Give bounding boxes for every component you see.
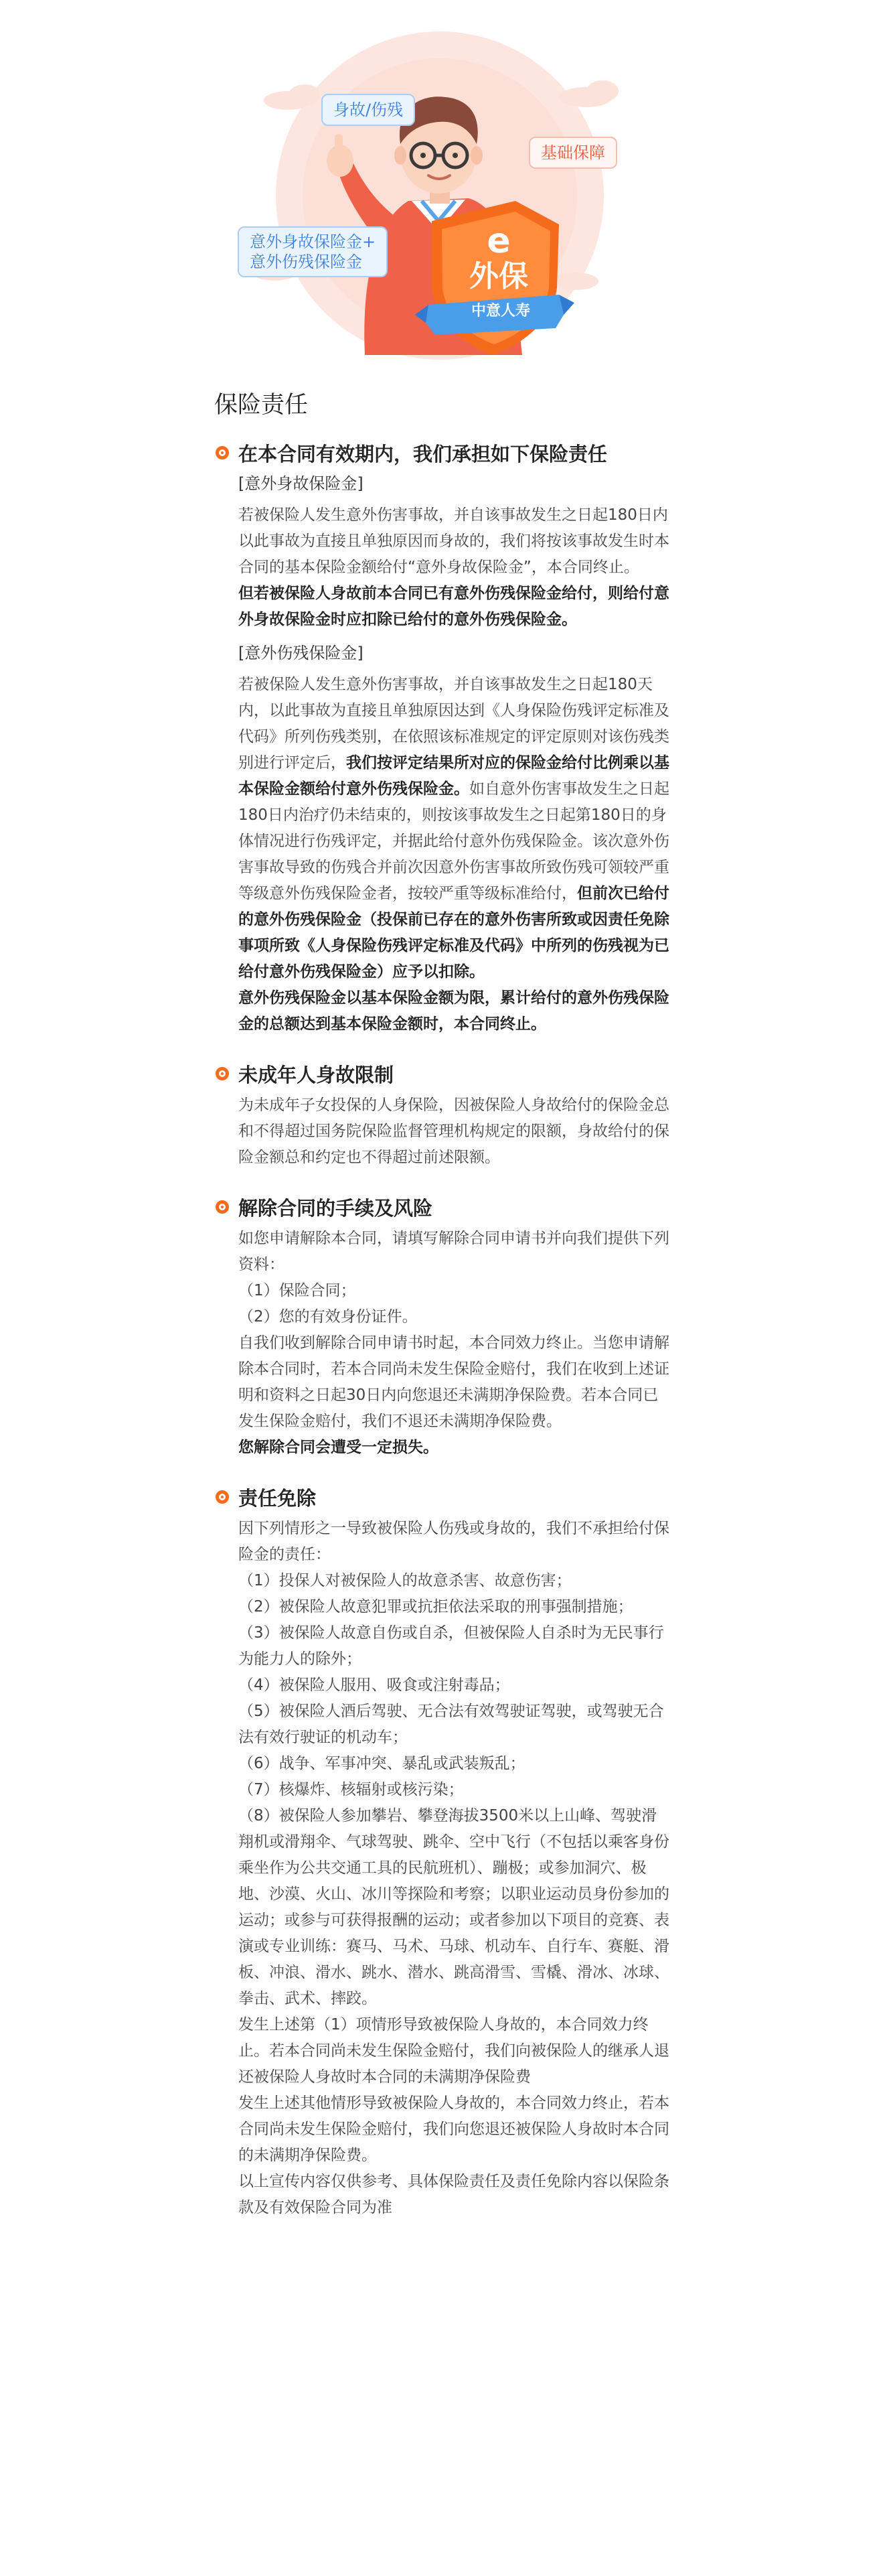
section-title: 责任免除 — [238, 1486, 317, 1510]
list-item: （4）被保险人服用、吸食或注射毒品； — [238, 1676, 510, 1694]
list-item: （1）投保人对被保险人的故意杀害、故意伤害； — [238, 1572, 572, 1589]
list-item: （1）保险合同； — [238, 1282, 356, 1299]
list-item: （5）被保险人酒后驾驶、无合法有效驾驶证驾驶，或驾驶无合法有效行驶证的机动车； — [238, 1703, 664, 1746]
section-body — [214, 472, 669, 1037]
tag-basic-coverage: 基础保障 — [529, 137, 617, 169]
bullet-icon — [216, 1490, 229, 1504]
paragraph: 若被保险人发生意外伤害事故，并自该事故发生之日起180日内以此事故为直接且单独原因而身故的，我们将按该事故发生时本合同的基本保险金额给付“意外身故保险金”，本合同终止。 — [238, 506, 669, 576]
tag-products-line1: 意外身故保险金+ — [250, 232, 376, 251]
section-minor-limit — [214, 1060, 669, 1171]
list-item: （2）您的有效身份证件。 — [238, 1308, 418, 1326]
paragraph: 如您申请解除本合同，请填写解除合同申请书并向我们提供下列资料： — [238, 1230, 669, 1273]
section-body — [214, 1092, 669, 1171]
section-title: 在本合同有效期内，我们承担如下保险责任 — [238, 442, 608, 466]
paragraph: 发生上述其他情形导致被保险人身故的，本合同效力终止，若本合同尚未发生保险金赔付，我们向您退还被保险人身故时本合同的未满期净保险费。 — [238, 2094, 669, 2164]
bullet-icon — [216, 446, 229, 459]
list-item: （6）战争、军事冲突、暴乱或武装叛乱； — [238, 1755, 525, 1772]
hero-illustration — [0, 0, 893, 388]
subsection-title: [意外身故保险金] — [238, 474, 363, 493]
section-title: 解除合同的手续及风险 — [238, 1196, 433, 1220]
paragraph-bold: 但若被保险人身故前本合同已有意外伤残保险金给付，则给付意外身故保险金时应扣除已给付的意外伤残保险金。 — [238, 585, 669, 628]
text-span-bold: 我们按评定结果所对应的保险金给付比例乘以基本保险金额给付意外伤残保险金。 — [238, 754, 669, 798]
disclaimer: 以上宣传内容仅供参考、具体保险责任及责任免除内容以保险条款及有效保险合同为准 — [238, 2173, 669, 2216]
shield-word: 外保 — [469, 259, 528, 293]
bullet-icon — [216, 1200, 229, 1214]
paragraph: 因下列情形之一导致被保险人伤残或身故的，我们不承担给付保险金的责任： — [238, 1520, 669, 1563]
coverage-content — [214, 388, 669, 2221]
paragraph — [238, 672, 669, 985]
section-header — [214, 439, 669, 466]
text-span-bold: 但前次已给付的意外伤残保险金（投保前已存在的意外伤害所致或因责任免除事项所致《人身保险伤残评定标准及代码》中所列的伤残视为已给付意外伤残保险金）应予以扣除。 — [238, 885, 669, 981]
hero-artwork — [0, 0, 893, 388]
tag-death-disability: 身故/伤残 — [321, 94, 415, 126]
page-title: 保险责任 — [214, 392, 309, 419]
paragraph: 发生上述第（1）项情形导致被保险人身故的，本合同效力终止。若本合同尚未发生保险金赔付，我们向被保险人的继承人退还被保险人身故时本合同的未满期净保险费 — [238, 2016, 669, 2086]
section-body — [214, 1226, 669, 1461]
text-span: 若被保险人发生意外伤害事故，并自该事故发生之日起180天内，以此事故为直接且单独原因达到《人身保险伤残评定标准及代码》所列伤残类别，在依照该标准规定的评定原则对该伤残类别进行评定后， — [238, 676, 669, 772]
section-exclusions — [214, 1484, 669, 2221]
section-body — [214, 1516, 669, 2221]
section-header — [214, 1060, 669, 1087]
list-item: （8）被保险人参加攀岩、攀登海拔3500米以上山峰、驾驶滑翔机或滑翔伞、气球驾驶、跳伞、空中飞行（不包括以乘客身份乘坐作为公共交通工具的民航班机）、蹦极；或参加洞穴、极地、沙漠、火山、冰川等探险和考察；以职业运动员身份参加的运动；或参与可获得报酬的运动；或者参加以下项目的竞赛、表演或专业训练：赛马、马术、马球、机动车、自行车、赛艇、滑板、冲浪、滑水、跳水、潜水、跳高滑雪、雪橇、滑冰、冰球、拳击、武术、摔跤。 — [238, 1807, 669, 2007]
paragraph: 自我们收到解除合同申请书时起，本合同效力终止。当您申请解除本合同时，若本合同尚未发生保险金赔付，我们在收到上述证明和资料之日起30日内向您退还未满期净保险费。若本合同已发生保险金赔付，我们不退还未满期净保险费。 — [238, 1334, 669, 1430]
tag-products-line2: 意外伤残保险金 — [250, 253, 362, 271]
text-span: 如自意外伤害事故发生之日起180日内治疗仍未结束的，则按该事故发生之日起第180日的身体情况进行伤残评定，并据此给付意外伤残保险金。该次意外伤害事故导致的伤残合并前次因意外伤害事故所致伤残可领较严重等级意外伤残保险金者，按较严重等级标准给付， — [238, 780, 669, 902]
list-item: （3）被保险人故意自伤或自杀，但被保险人自杀时为无民事行为能力人的除外； — [238, 1624, 664, 1668]
tag-products — [238, 226, 388, 277]
shield-letter: e — [487, 221, 511, 261]
bullet-icon — [216, 1067, 229, 1080]
paragraph: 为未成年子女投保的人身保险，因被保险人身故给付的保险金总和不得超过国务院保险监督管理机构规定的限额，身故给付的保险金额总和约定也不得超过前述限额。 — [238, 1096, 669, 1166]
section-title: 未成年人身故限制 — [238, 1063, 394, 1086]
list-item: （2）被保险人故意犯罪或抗拒依法采取的刑事强制措施； — [238, 1598, 633, 1616]
section-termination — [214, 1194, 669, 1461]
subsection-title: [意外伤残保险金] — [238, 644, 363, 662]
section-header — [214, 1194, 669, 1220]
paragraph-bold: 您解除合同会遭受一定损失。 — [238, 1439, 438, 1456]
section-header — [214, 1484, 669, 1510]
paragraph-bold: 意外伤残保险金以基本保险金额为限，累计给付的意外伤残保险金的总额达到基本保险金额时，本合同终止。 — [238, 989, 669, 1033]
list-item: （7）核爆炸、核辐射或核污染； — [238, 1781, 464, 1798]
shield-company: 中意人寿 — [471, 303, 530, 319]
section-coverage — [214, 439, 669, 1037]
